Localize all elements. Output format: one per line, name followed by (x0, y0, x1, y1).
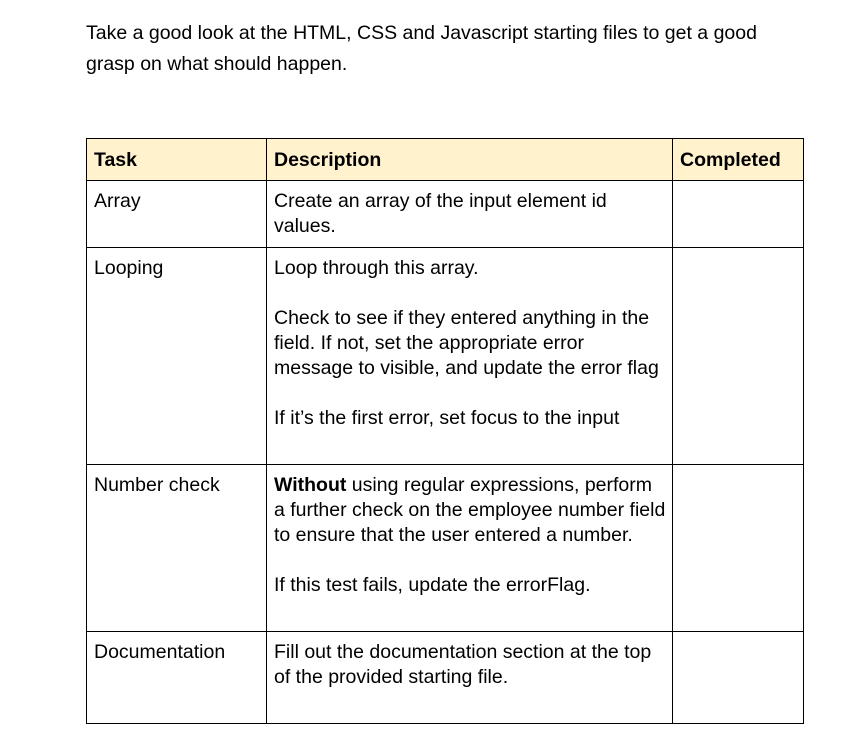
task-cell: Documentation (87, 632, 267, 724)
description-cell (267, 632, 673, 724)
table-row (87, 248, 804, 465)
table-row (87, 465, 804, 632)
description-text-rest: using regular expressions, perform a further check on the employee number field to ensure that the user entered a number. (274, 474, 666, 546)
header-task: Task (87, 139, 267, 181)
completed-cell (673, 248, 804, 465)
description-cell (267, 181, 673, 248)
description-text: Check to see if they entered anything in the field. If not, set the appropriate error message to visible, and update the error flag (274, 307, 659, 379)
description-text: If this test fails, update the errorFlag. (274, 574, 591, 596)
description-cell (267, 465, 673, 632)
description-cell (267, 248, 673, 465)
completed-cell (673, 632, 804, 724)
header-description: Description (267, 139, 673, 181)
description-text: If it’s the first error, set focus to the input (274, 407, 620, 429)
task-cell: Looping (87, 248, 267, 465)
description-text (274, 473, 666, 548)
task-table (86, 138, 804, 724)
table-header-row (87, 139, 804, 181)
header-completed: Completed (673, 139, 804, 181)
description-emphasis: Without (274, 474, 347, 496)
completed-cell (673, 181, 804, 248)
completed-cell (673, 465, 804, 632)
task-cell: Number check (87, 465, 267, 632)
intro-paragraph: Take a good look at the HTML, CSS and Javascript starting files to get a good grasp on what should happen. (86, 22, 757, 75)
description-text: Fill out the documentation section at the top of the provided starting file. (274, 641, 652, 688)
description-text: Loop through this array. (274, 257, 479, 279)
task-cell: Array (87, 181, 267, 248)
description-text: Create an array of the input element id values. (274, 190, 607, 237)
table-row (87, 632, 804, 724)
table-row (87, 181, 804, 248)
